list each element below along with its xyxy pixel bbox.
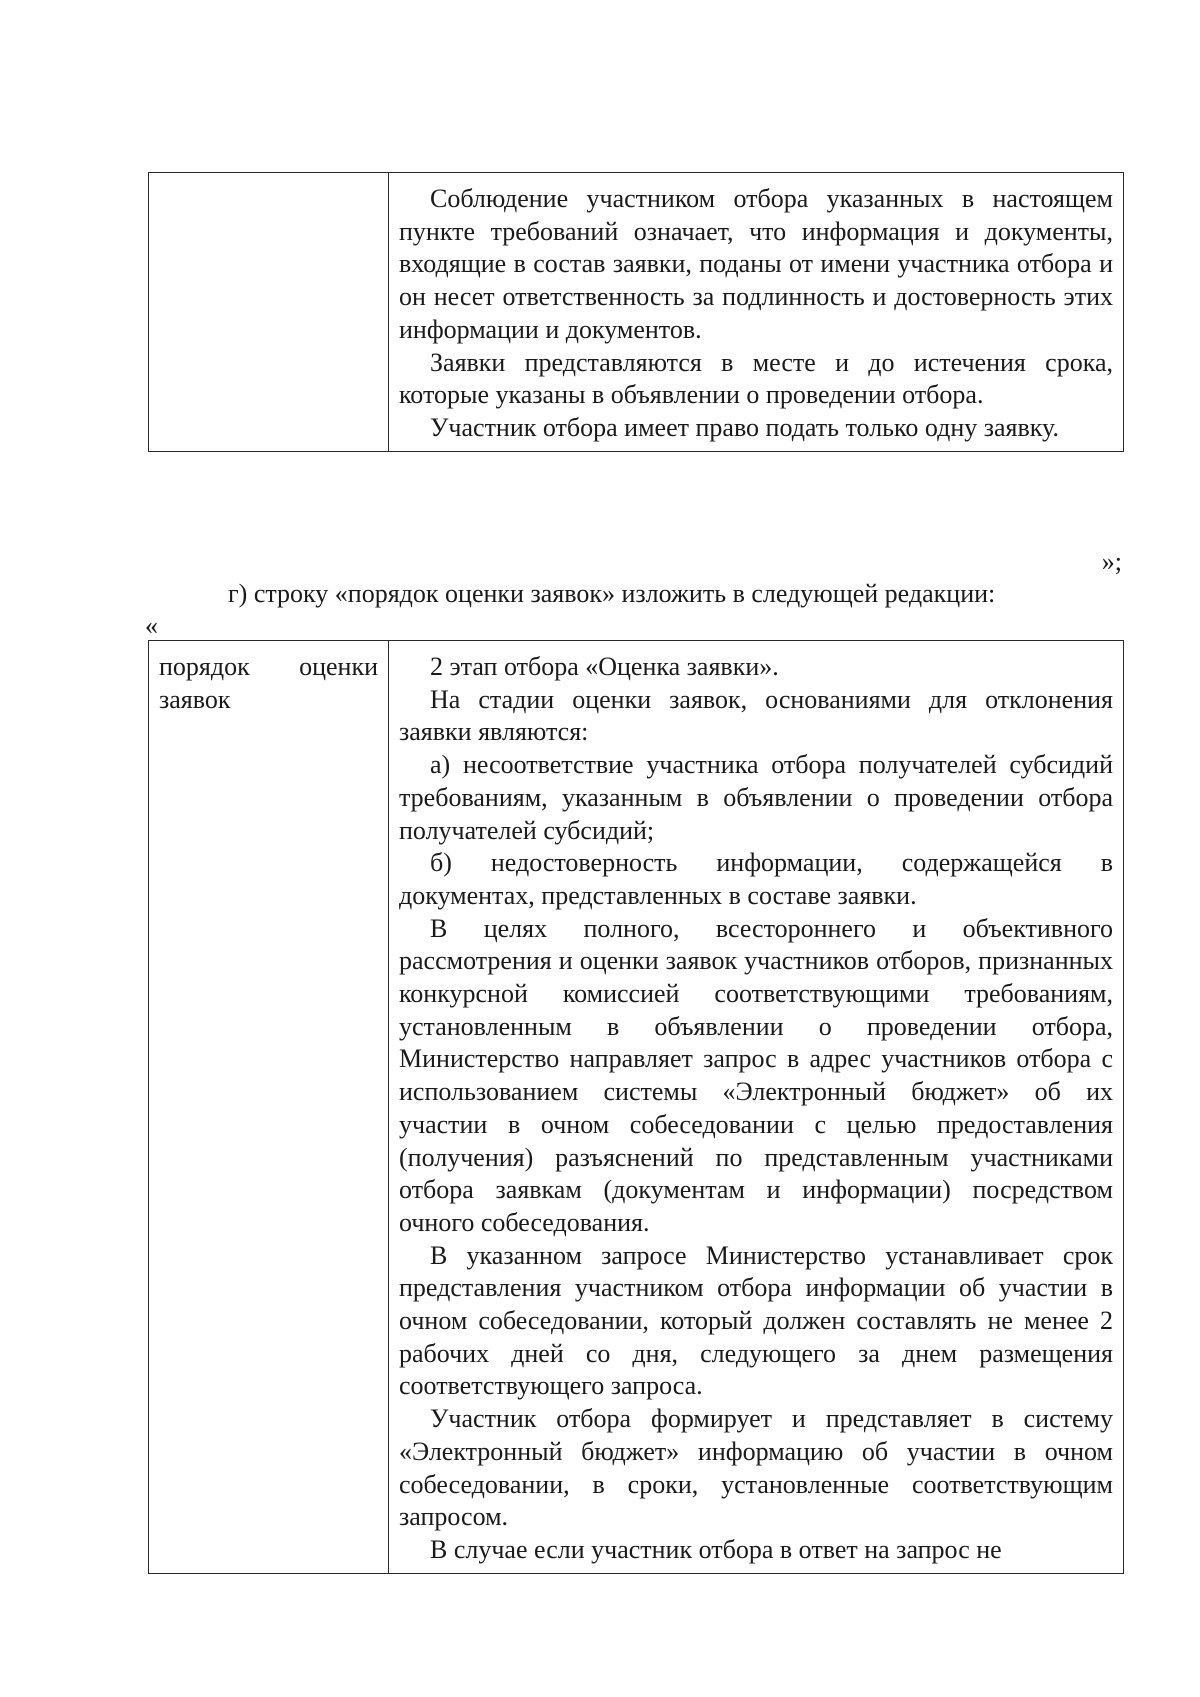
top-table-left-cell <box>149 173 389 452</box>
bottom-paragraph-5: В целях полного, всестороннего и объективного рассмотрения и оценки заявок участников отборов, признанных конкурсной комиссией соответствующими требованиям, установленным в объявлении о проведении отбора, Министерство направляет запрос в адрес участников отбора с использованием системы «Электронный бюджет» об их участии в очном собеседовании с целью предоставления (получения) разъяснений по представленным участниками отбора заявкам (документам и информации) посредством очного собеседования. <box>399 913 1113 1237</box>
top-paragraph-3: Участник отбора имеет право подать только одну заявку. <box>430 412 1059 442</box>
bottom-table-right-cell <box>389 641 1124 1574</box>
row-label: порядок оценки заявок <box>159 652 378 714</box>
bottom-table <box>148 640 1124 1574</box>
bottom-paragraph-2: На стадии оценки заявок, основаниями для отклонения заявки являются: <box>399 684 1113 747</box>
bottom-paragraph-6: В указанном запросе Министерство устанавливает срок представления участником отбора информации об участии в очном собеседовании, который должен составлять не менее 2 рабочих дней со дня, следующего за днем размещения соответствующего запроса. <box>399 1240 1113 1401</box>
bottom-paragraph-7: Участник отбора формирует и представляет в систему «Электронный бюджет» информацию об участии в очном собеседовании, в сроки, установленные соответствующим запросом. <box>399 1404 1113 1532</box>
top-table-right-cell <box>389 173 1124 452</box>
bottom-table-left-cell <box>149 641 389 1574</box>
bottom-paragraph-3: а) несоответствие участника отбора получателей субсидий требованиям, указанным в объявлении о проведении отбора получателей субсидий; <box>399 750 1113 845</box>
bottom-table-row <box>149 641 1124 1574</box>
bottom-paragraph-1: 2 этап отбора «Оценка заявки». <box>430 652 779 681</box>
top-paragraph-2: Заявки представляются в месте и до истечения срока, которые указаны в объявлении о проведении отбора. <box>399 347 1113 410</box>
opening-quote: « <box>145 611 158 640</box>
closing-quote: »; <box>1101 547 1122 576</box>
instruction-line: г) строку «порядок оценки заявок» изложить в следующей редакции: <box>228 579 996 608</box>
top-paragraph-1: Соблюдение участником отбора указанных в настоящем пункте требований означает, что информация и документы, входящие в состав заявки, поданы от имени участника отбора и он несет ответственность за подлинность и достоверность этих информации и документов. <box>399 184 1113 344</box>
top-table <box>148 172 1124 452</box>
bottom-paragraph-8: В случае если участник отбора в ответ на запрос не <box>430 1534 1002 1564</box>
bottom-paragraph-4: б) недостоверность информации, содержащейся в документах, представленных в составе заявки. <box>399 848 1113 910</box>
top-table-row <box>149 173 1124 452</box>
